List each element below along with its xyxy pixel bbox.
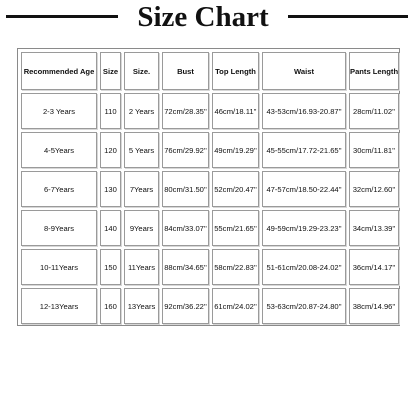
table-cell: 28cm/11.02'' [349,93,399,129]
table-cell: 120 [100,132,121,168]
title-rule-right [288,15,408,18]
table-cell: 58cm/22.83'' [212,249,259,285]
table-cell: 160 [100,288,121,324]
table-row [21,132,399,168]
table-cell: 46cm/18.11'' [212,93,259,129]
table-row [21,171,399,207]
title-row [0,0,416,38]
table-cell: 13Years [124,288,159,324]
table-cell: 32cm/12.60'' [349,171,399,207]
table-cell: 72cm/28.35'' [162,93,209,129]
header-cell: Size. [124,52,159,90]
table-cell: 36cm/14.17'' [349,249,399,285]
table-cell: 150 [100,249,121,285]
table-cell: 51-61cm/20.08-24.02'' [262,249,346,285]
table-cell: 34cm/13.39'' [349,210,399,246]
table-cell: 92cm/36.22'' [162,288,209,324]
table-cell: 4-5Years [21,132,97,168]
table-cell: 6-7Years [21,171,97,207]
table-row [21,210,399,246]
table-cell: 49-59cm/19.29-23.23'' [262,210,346,246]
table-cell: 88cm/34.65'' [162,249,209,285]
table-cell: 49cm/19.29'' [212,132,259,168]
table-cell: 2 Years [124,93,159,129]
table-row [21,288,399,324]
table-cell: 47-57cm/18.50-22.44'' [262,171,346,207]
table-cell: 12-13Years [21,288,97,324]
table-cell: 45-55cm/17.72-21.65'' [262,132,346,168]
table-cell: 38cm/14.96'' [349,288,399,324]
table-cell: 11Years [124,249,159,285]
table-cell: 110 [100,93,121,129]
table-cell: 53-63cm/20.87-24.80'' [262,288,346,324]
table-cell: 7Years [124,171,159,207]
table-cell: 55cm/21.65'' [212,210,259,246]
size-chart-frame [17,48,400,326]
table-cell: 52cm/20.47'' [212,171,259,207]
table-cell: 5 Years [124,132,159,168]
table-cell: 8-9Years [21,210,97,246]
header-cell: Waist [262,52,346,90]
table-cell: 10-11Years [21,249,97,285]
table-header-row [21,52,399,90]
table-cell: 140 [100,210,121,246]
table-cell: 30cm/11.81'' [349,132,399,168]
table-cell: 43-53cm/16.93-20.87'' [262,93,346,129]
header-cell: Bust [162,52,209,90]
table-cell: 76cm/29.92'' [162,132,209,168]
title-rule-left [6,15,118,18]
header-cell: Recommended Age [21,52,97,90]
table-cell: 130 [100,171,121,207]
table-cell: 61cm/24.02'' [212,288,259,324]
page-title: Size Chart [137,1,269,33]
table-row [21,93,399,129]
table-cell: 84cm/33.07'' [162,210,209,246]
table-row [21,249,399,285]
header-cell: Pants Length [349,52,399,90]
table-cell: 2-3 Years [21,93,97,129]
header-cell: Size [100,52,121,90]
header-cell: Top Length [212,52,259,90]
table-cell: 80cm/31.50'' [162,171,209,207]
table-cell: 9Years [124,210,159,246]
size-chart-table [18,49,402,327]
